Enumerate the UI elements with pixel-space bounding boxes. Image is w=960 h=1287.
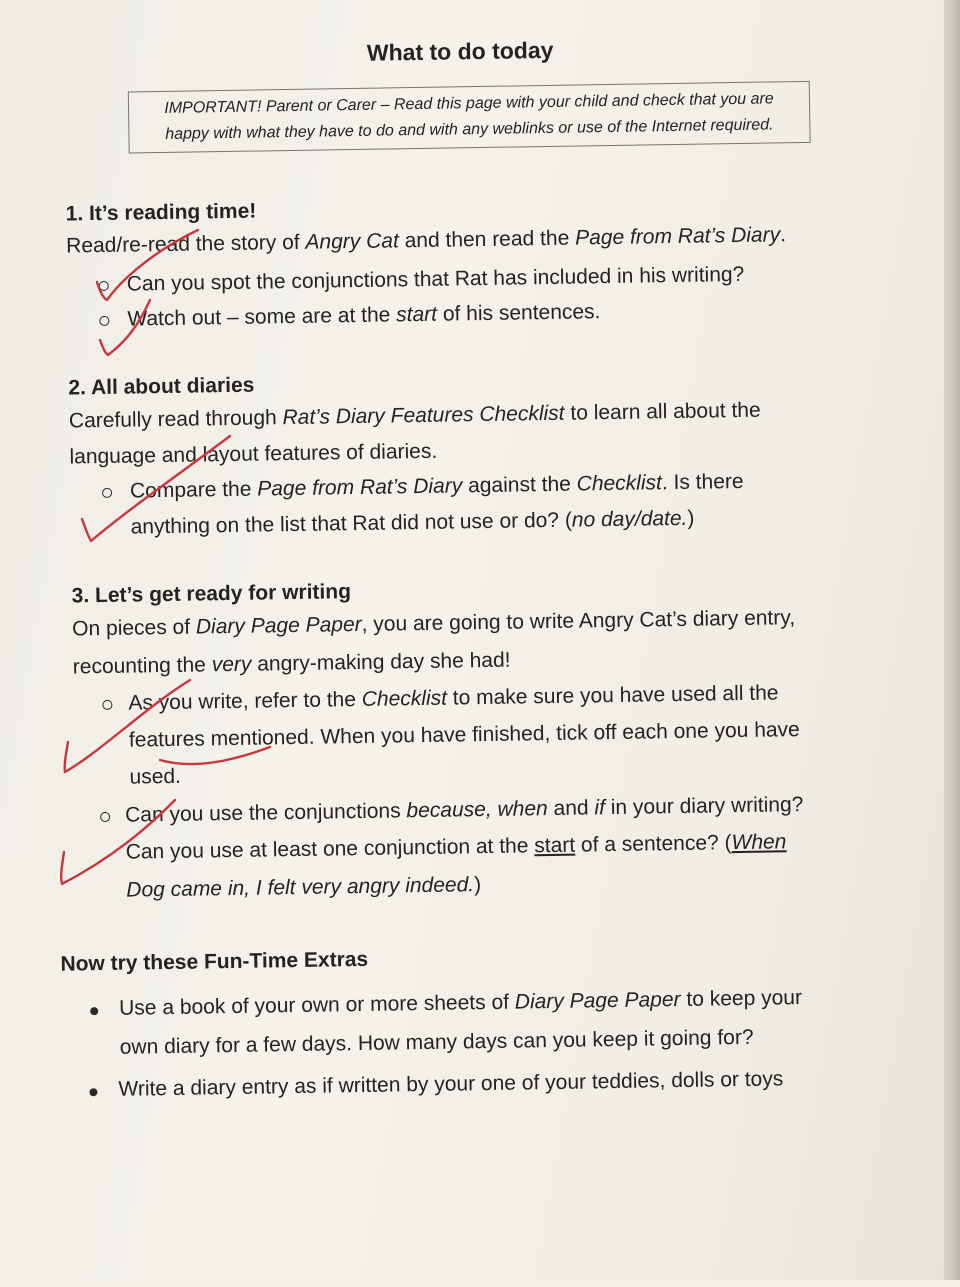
notice-line-2: happy with what they have to do and with any weblinks or use of the Internet required. (165, 116, 774, 143)
section-3-bullet-1-line-3: used. (129, 764, 182, 789)
tick-mark-5 (61, 800, 175, 884)
section-1-heading: 1. It’s reading time! (65, 199, 257, 226)
bullet-text: and (547, 796, 595, 821)
section-3-text: , you are going to write Angry Cat’s diary entry, (361, 606, 796, 636)
section-3-emphasis: very (211, 652, 252, 677)
bullet-text: ) (473, 873, 482, 897)
bullet-text: anything on the list that Rat did not use or do? ( (130, 508, 573, 539)
extras-text: to keep your (680, 986, 803, 1011)
section-2-heading: 2. All about diaries (68, 373, 255, 400)
underlined-start: start (534, 833, 576, 858)
section-3-bullet-1-line-2: features mentioned. When you have finished, tick off each one you have (128, 718, 800, 752)
bullet-text: Can you use the conjunctions (124, 799, 407, 827)
tick-mark-3 (82, 436, 230, 541)
section-3-emphasis: Diary Page Paper (195, 612, 362, 639)
example-when: When (731, 830, 787, 855)
tick-mark-2 (100, 300, 150, 355)
bullet-emphasis: Page from Rat’s Diary (257, 474, 463, 501)
checklist-title: Rat’s Diary Features Checklist (282, 401, 565, 430)
tick-mark-4 (65, 680, 190, 772)
bullet-text: Compare the (129, 477, 258, 503)
tick-mark-1 (97, 230, 198, 300)
intro-text: and then read the (398, 226, 576, 253)
bullet-text: against the (462, 472, 577, 498)
section-2-text: to learn all about the (564, 398, 761, 425)
bullet-emphasis: no day/date. (571, 506, 688, 532)
notice-line-1: IMPORTANT! Parent or Carer – Read this page with your child and check that you are (164, 90, 774, 117)
bullet-emphasis: start (395, 302, 438, 327)
section-3-text: On pieces of (72, 615, 197, 641)
extras-heading: Now try these Fun-Time Extras (60, 947, 369, 976)
section-2-line-2: language and layout features of diaries. (69, 439, 438, 469)
section-2-text: Carefully read through (68, 406, 283, 433)
section-3-heading: 3. Let’s get ready for writing (71, 580, 352, 608)
bullet-text: As you write, refer to the (128, 687, 362, 715)
bullet-text: in your diary writing? (604, 793, 804, 820)
page-title: What to do today (366, 36, 554, 66)
section-1-bullet-1: Can you spot the conjunctions that Rat has included in his writing? (126, 262, 745, 296)
bullet-text: . Is there (661, 469, 744, 495)
extras-emphasis: Diary Page Paper (514, 987, 681, 1014)
bullet-text: to make sure you have used all the (446, 681, 779, 710)
bullet-emphasis: Checklist (576, 471, 663, 496)
extras-item-1-line-2: own diary for a few days. How many days can you keep it going for? (119, 1025, 754, 1059)
extras-text: Use a book of your own or more sheets of (118, 990, 515, 1020)
intro-title-rats-diary: Page from Rat’s Diary (574, 223, 781, 250)
bullet-emphasis: Checklist (361, 686, 448, 711)
example-sentence: Dog came in, I felt very angry indeed. (126, 873, 475, 902)
bullet-emphasis: because, when (406, 797, 548, 823)
bullet-text: ) (687, 506, 695, 530)
intro-text: Read/re-read the story of (66, 230, 306, 258)
extras-item-2: Write a diary entry as if written by your one of your teddies, dolls or toys (118, 1067, 784, 1101)
section-3-text: recounting the (72, 653, 212, 679)
bullet-text: of a sentence? ( (574, 831, 732, 857)
tick-flourish (160, 747, 270, 764)
intro-title-angry-cat: Angry Cat (305, 229, 399, 254)
bullet-text: Watch out – some are at the (127, 303, 397, 331)
bullet-text: Can you use at least one conjunction at the (125, 834, 535, 864)
section-3-text: angry-making day she had! (251, 648, 511, 676)
bullet-emphasis: if (594, 796, 606, 820)
intro-text: . (779, 223, 787, 247)
bullet-text: of his sentences. (436, 300, 601, 326)
